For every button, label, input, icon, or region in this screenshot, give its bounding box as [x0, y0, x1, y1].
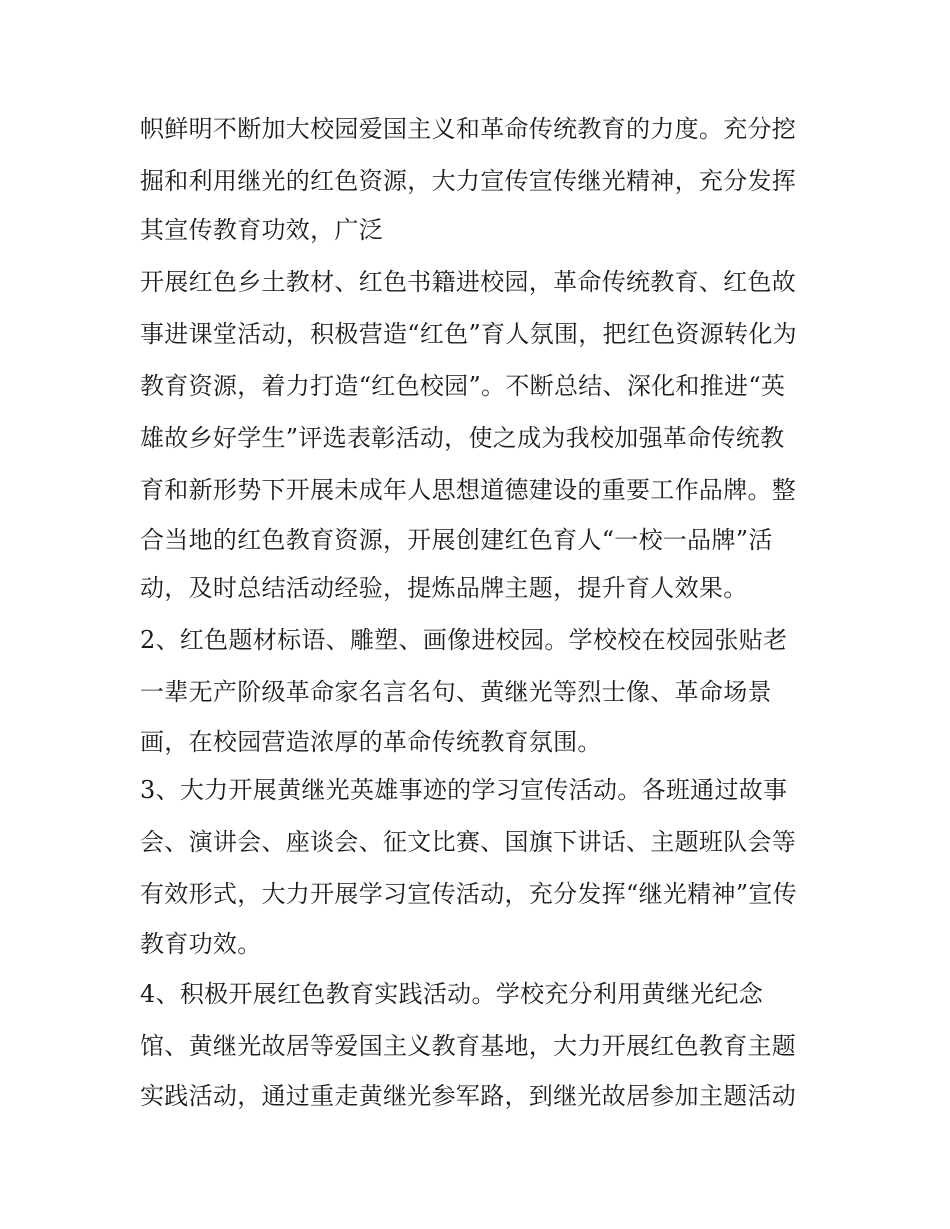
text-line: 有效形式，大力开展学习宣传活动，充分发挥“继光精神”宣传: [140, 880, 797, 908]
text-line: 2、红色题材标语、雕塑、画像进校园。学校校在校园张贴老: [140, 626, 788, 654]
text-line: 合当地的红色教育资源，开展创建红色育人“一校一品牌”活: [140, 526, 773, 554]
text-line: 其宣传教育功效，广泛: [140, 216, 383, 244]
text-line: 4、积极开展红色教育实践活动。学校充分利用黄继光纪念: [140, 980, 764, 1008]
text-line: 一辈无产阶级革命家名言名句、黄继光等烈士像、革命场景: [140, 678, 772, 706]
text-line: 实践活动，通过重走黄继光参军路，到继光故居参加主题活动: [140, 1082, 797, 1110]
text-line: 事进课堂活动，积极营造“红色”育人氛围，把红色资源转化为: [140, 320, 797, 348]
text-line: 雄故乡好学生”评选表彰活动，使之成为我校加强革命传统教: [140, 424, 785, 452]
text-line: 动，及时总结活动经验，提炼品牌主题，提升育人效果。: [140, 574, 748, 602]
text-line: 掘和利用继光的红色资源，大力宣传宣传继光精神，充分发挥: [140, 167, 797, 195]
text-line: 教育资源，着力打造“红色校园”。不断总结、深化和推进“英: [140, 372, 786, 400]
text-line: 画，在校园营造浓厚的革命传统教育氛围。: [140, 728, 602, 756]
text-line: 教育功效。: [140, 930, 262, 958]
text-line: 育和新形势下开展未成年人思想道德建设的重要工作品牌。整: [140, 476, 797, 504]
text-line: 帜鲜明不断加大校园爱国主义和革命传统教育的力度。充分挖: [140, 115, 797, 143]
text-line: 会、演讲会、座谈会、征文比赛、国旗下讲话、主题班队会等: [140, 828, 797, 856]
text-line: 开展红色乡土教材、红色书籍进校园，革命传统教育、红色故: [140, 268, 797, 296]
text-line: 3、大力开展黄继光英雄事迹的学习宣传活动。各班通过故事: [140, 776, 788, 804]
text-line: 馆、黄继光故居等爱国主义教育基地，大力开展红色教育主题: [140, 1032, 797, 1060]
